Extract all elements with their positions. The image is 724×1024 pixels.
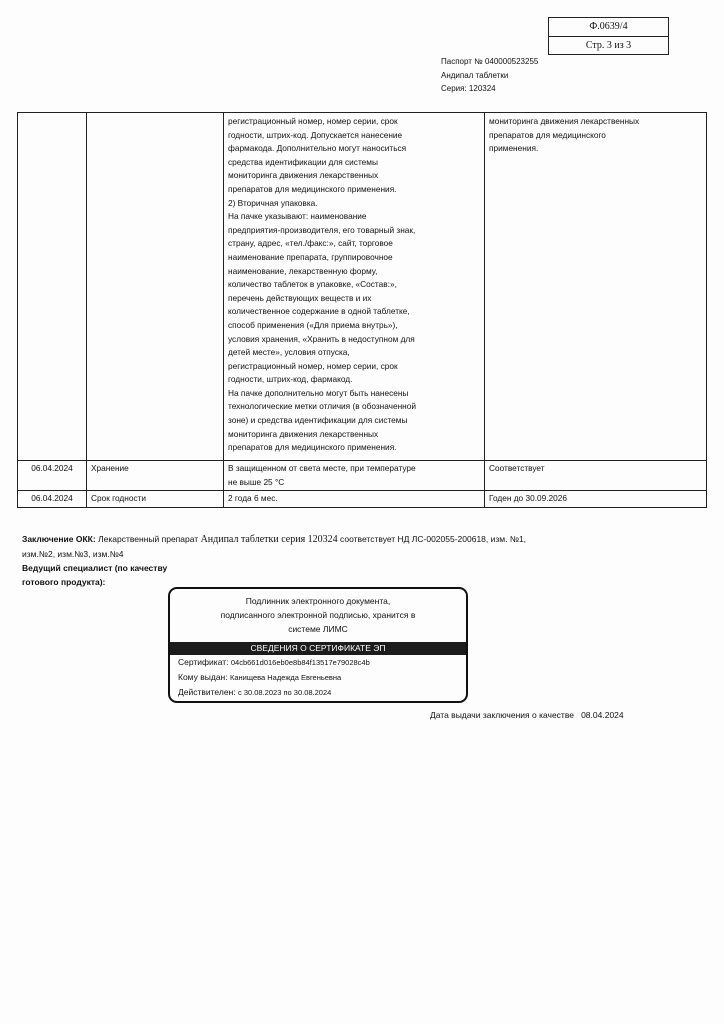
parameter-cell bbox=[87, 113, 224, 461]
conclusion bbox=[22, 532, 582, 562]
date-cell: 06.04.2024 bbox=[18, 461, 87, 491]
form-code: Ф.0639/4 bbox=[549, 18, 668, 37]
stamp-header: СВЕДЕНИЯ О СЕРТИФИКАТЕ ЭП bbox=[170, 642, 466, 655]
passport-number: Паспорт № 040000523255 bbox=[441, 57, 539, 66]
conclusion-standard: соответствует НД ЛС-002055-200618, изм. №1, bbox=[340, 534, 527, 544]
requirement-cell: 2 года 6 мес. bbox=[224, 491, 485, 508]
passport-series: Серия: 120324 bbox=[441, 84, 496, 93]
stamp-issued-to: Кому выдан: Канищева Надежда Евгеньевна bbox=[178, 672, 342, 682]
table-row bbox=[18, 113, 707, 461]
parameter-cell: Срок годности bbox=[87, 491, 224, 508]
result-cell: Годен до 30.09.2026 bbox=[485, 491, 707, 508]
passport-product: Андипал таблетки bbox=[441, 70, 509, 80]
conclusion-amendments: изм.№2, изм.№3, изм.№4 bbox=[22, 549, 124, 559]
form-code-box bbox=[548, 17, 669, 55]
table-row bbox=[18, 461, 707, 491]
conclusion-product: Андипал таблетки серия 120324 bbox=[200, 534, 338, 545]
results-table bbox=[17, 112, 707, 508]
result-cell: мониторинга движения лекарственных препаратов для медицинского применения. bbox=[485, 113, 707, 461]
conclusion-label: Заключение ОКК: bbox=[22, 534, 96, 544]
specialist-label: Ведущий специалист (по качеству готового продукта): bbox=[22, 563, 168, 587]
conclusion-text: Лекарственный препарат bbox=[98, 534, 199, 544]
issue-date: Дата выдачи заключения о качестве 08.04.2024 bbox=[430, 710, 624, 720]
requirement-cell: регистрационный номер, номер серии, срок годности, штрих-код. Допускается нанесение фармакода. Дополнительно могут наноситься средства идентификации для системы мониторинга движения лекарственных препаратов для медицинского применения. 2) Вторичная упаковка. На пачке указывают: наименование предприятия-производителя, его товарный знак, страну, адрес, «тел./факс:», сайт, торговое наименование препарата, группировочное наименование, лекарственную форму, количество таблеток в упаковке, «Состав:», перечень действующих веществ и их количественное содержание в одной таблетке, способ применения («Для приема внутрь»), условия хранения, «Хранить в недоступном для детей месте», условия отпуска, регистрационный номер, номер серии, срок годности, штрих-код, фармакод. На пачке дополнительно могут быть нанесены технологические метки отличия (в обозначенной зоне) и средства идентификации для системы мониторинга движения лекарственных препаратов для медицинского применения. bbox=[224, 113, 485, 461]
table-row bbox=[18, 491, 707, 508]
stamp-notice: Подлинник электронного документа, подписанного электронной подписью, хранится в системе ЛИМС bbox=[220, 596, 416, 634]
issue-date-value: 08.04.2024 bbox=[581, 710, 624, 720]
passport-info bbox=[441, 55, 538, 96]
electronic-signature-stamp bbox=[168, 587, 468, 703]
parameter-cell: Хранение bbox=[87, 461, 224, 491]
date-cell: 06.04.2024 bbox=[18, 491, 87, 508]
date-cell bbox=[18, 113, 87, 461]
stamp-validity: Действителен: с 30.08.2023 по 30.08.2024 bbox=[178, 687, 332, 697]
requirement-cell: В защищенном от света месте, при температуре не выше 25 °C bbox=[224, 461, 485, 491]
stamp-certificate: Сертификат: 04cb661d016eb0e8b84f13517e79028c4b bbox=[178, 657, 370, 667]
page-number: Стр. 3 из 3 bbox=[585, 40, 632, 51]
result-cell: Соответствует bbox=[485, 461, 707, 491]
